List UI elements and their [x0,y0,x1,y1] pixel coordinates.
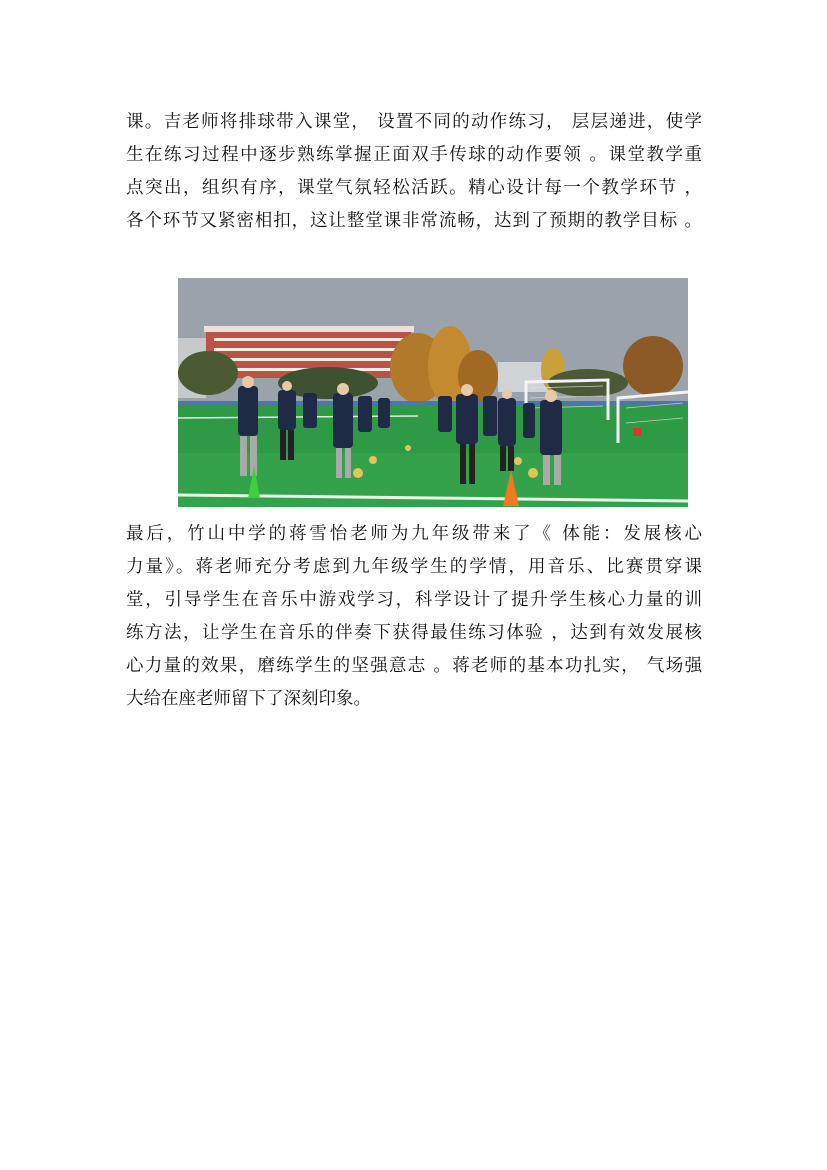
text-line: 最后，竹山中学的蒋雪怡老师为九年级带来了《 体能：发展核心 [126,524,702,544]
text-line: 堂，引导学生在音乐中游戏学习，科学设计了提升学生核心力量的训 [126,590,702,610]
class-photo [178,278,688,507]
text-line: 大给在座老师留下了深刻印象。 [126,689,371,709]
text-line: 各个环节又紧密相扣，这让整堂课非常流畅，达到了预期的教学目标 。 [126,211,702,231]
text-line: 心力量的效果，磨练学生的坚强意志 。蒋老师的基本功扎实， 气场强 [126,656,702,676]
text-line: 点突出，组织有序，课堂气氛轻松活跃。精心设计每一个教学环节 ， [126,178,702,198]
text-line: 力量》。蒋老师充分考虑到九年级学生的学情，用音乐、比赛贯穿课 [126,557,702,577]
text-line: 练方法，让学生在音乐的伴奏下获得最佳练习体验 ，达到有效发展核 [126,623,702,643]
paragraph-2 [126,518,702,716]
text-line: 生在练习过程中逐步熟练掌握正面双手传球的动作要领 。课堂教学重 [126,145,702,165]
paragraph-1 [126,106,702,238]
text-line: 课。吉老师将排球带入课堂， 设置不同的动作练习， 层层递进，使学 [126,112,702,132]
